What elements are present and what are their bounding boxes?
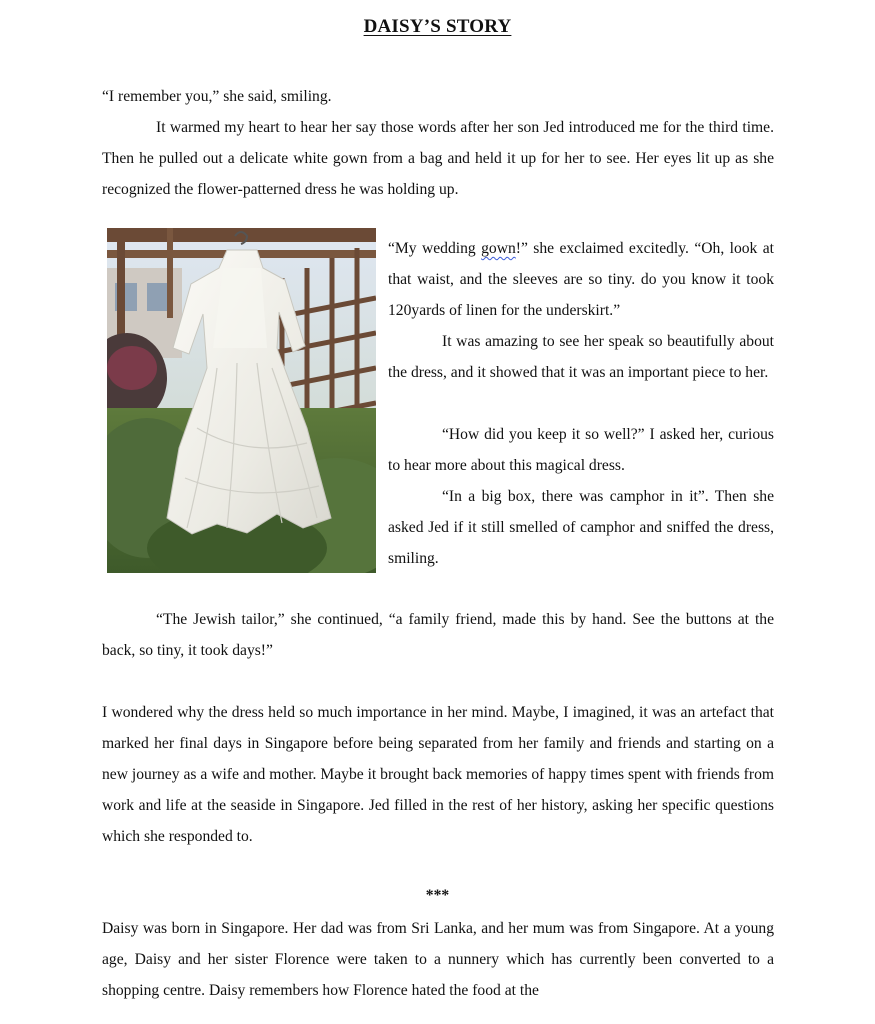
wedding-gown-photo xyxy=(107,228,376,573)
paragraph-3-start: “My wedding xyxy=(388,240,482,257)
spellcheck-marked-word[interactable]: gown xyxy=(481,240,516,257)
paragraph-9: Daisy was born in Singapore. Her dad was from Sri Lanka, and her mum was from Singapore. At a young age, Daisy and her sister Florence were taken to a nunnery which has currently been converted to a shopping centre. Daisy remembers how Florence hated the food at the xyxy=(102,920,774,999)
paragraph-8: I wondered why the dress held so much importance in her mind. Maybe, I imagined, it was an artefact that marked her final days in Singapore before being separated from her family and friends and starting on a new journey as a wife and mother. Maybe it brought back memories of happy times spent with friends from work and life at the seaside in Singapore. Jed filled in the rest of her history, asking her specific questions which she responded to. xyxy=(102,704,774,845)
paragraph-4: It was amazing to see her speak so beautifully about the dress, and it showed that it was an important piece to her. xyxy=(388,333,774,381)
paragraph-7: “The Jewish tailor,” she continued, “a family friend, made this by hand. See the buttons at the back, so tiny, it took days!” xyxy=(102,611,774,659)
paragraph-5: “How did you keep it so well?” I asked her, curious to hear more about this magical dress. xyxy=(388,426,774,474)
paragraph-6: “In a big box, there was camphor in it”. Then she asked Jed if it still smelled of camphor and sniffed the dress, smiling. xyxy=(388,488,774,567)
paragraph-3 xyxy=(388,233,774,326)
paragraph-2: It warmed my heart to hear her say those words after her son Jed introduced me for the third time. Then he pulled out a delicate white gown from a bag and held it up for her to see. Her eyes lit up as she recognized the flower-patterned dress he was holding up. xyxy=(102,119,774,198)
paragraph-3-rest: !” she exclaimed excitedly. “Oh, look at that waist, and the sleeves are so tiny. do you know it took 120yards of linen for the underskirt.” xyxy=(388,240,774,319)
document-title: DAISY’S STORY xyxy=(363,16,512,37)
paragraph-1: “I remember you,” she said, smiling. xyxy=(102,88,332,105)
section-separator: *** xyxy=(425,887,450,904)
wedding-gown-illustration xyxy=(107,228,376,573)
